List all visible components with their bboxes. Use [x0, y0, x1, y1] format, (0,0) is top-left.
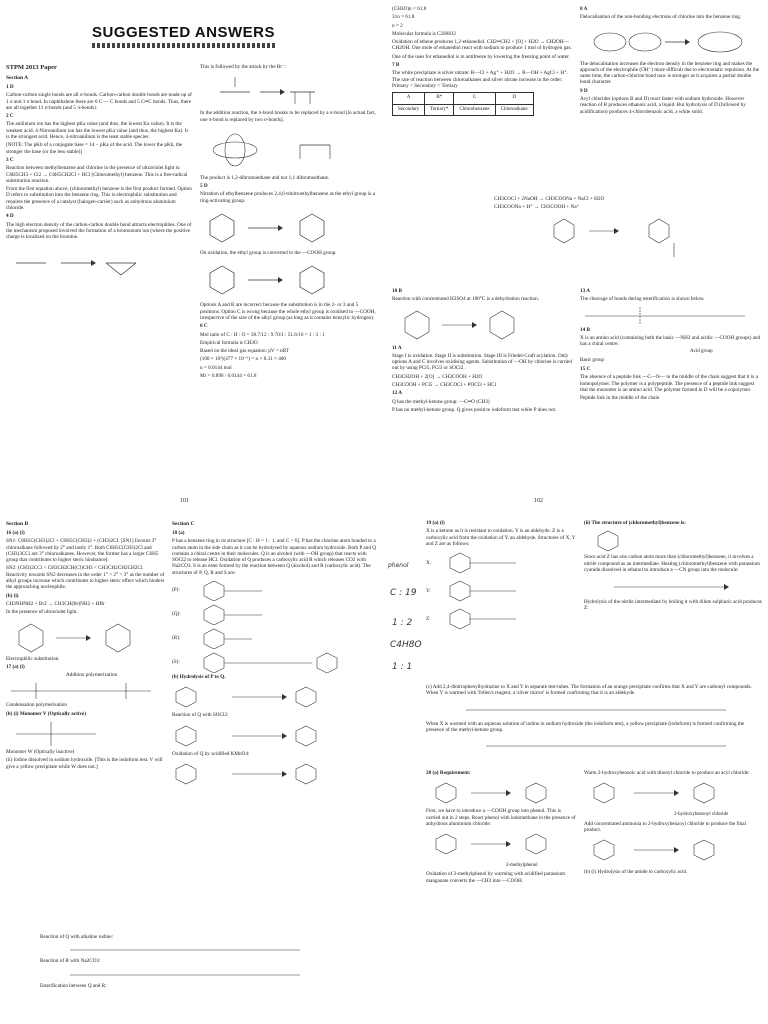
calc-line-1: (100 × 10³)(477 × 10⁻⁶) = n × 8.31 × 400 — [200, 356, 286, 363]
bromination-diagram — [6, 618, 156, 656]
table-cell: Secondary — [393, 104, 425, 115]
q8-text: Delocalisation of the non-bonding electrons of chlorine into the benzene ring. — [580, 14, 742, 21]
structure-z — [426, 605, 576, 633]
chloride-table — [392, 92, 534, 116]
carbonate-reaction-diagram — [40, 967, 320, 983]
q18b-label: (b) Hydrolysis of P to Q. — [172, 674, 226, 681]
banner-underline — [92, 43, 275, 48]
structure-label: (P): — [172, 586, 180, 593]
oxidation-diagram — [200, 258, 370, 302]
q18-label: 18 (a) — [172, 530, 185, 536]
addition-polymerization-label: Addition polymerization — [66, 672, 118, 679]
q8-text2: The delocalisation increases the electron density in the benzene ring and makes the approach of the electrophile (OH⁻) more difficult due to electrostatic repulsion. At the same time, the carbon-chlorine bond now is stronger as it acquires a partial double bond character. — [580, 60, 760, 86]
condensation-label: Condensation polymerisation — [6, 702, 67, 709]
kmno4-diagram — [172, 759, 372, 789]
column-left-104 — [426, 520, 576, 633]
ideal-gas: Based on the ideal gas equation: pV = nRT — [200, 348, 289, 355]
formula-line-2: 31n = 61.8 — [392, 14, 415, 21]
reaction-r-carbonate: Reaction of R with Na2CO3: — [40, 958, 101, 965]
q6-text: Oxidation of ethene produces 1,2-ethanediol. CH2═CH2 + [O] + H2O → CH2OH—CH2OH. One mole of ethanediol react with sodium to produce 1 mol of hydrogen gas. — [392, 39, 572, 52]
methylation-diagram — [426, 829, 566, 863]
q19-text: X is a ketone as it is resistant to oxidation. Y is an aldehyde. Z is a carboxylic acid from the oxidation of Y, an aldehyde. Structures of X, Y and Z are as follows: — [426, 528, 576, 547]
column-right-101 — [200, 64, 378, 381]
q19-ii-text2: Hydrolysis of the nitrile intermediate by boiling it with dilute sulphuric acid produces Z: — [584, 599, 762, 612]
q8-label: 8 A — [580, 6, 588, 12]
empirical-formula: Empirical formula is CH3O — [200, 339, 258, 346]
electrophilic-text: Electrophilic substitution. — [6, 655, 60, 662]
q1-text: Carbon-carbon single bonds are all σ-bonds. Carbon-carbon double bonds are made up of 1 σ and 1 π bond. In naphthalene there are 6 C — C bonds and 5 C═C bonds. Thus, there are all together 11 σ-bonds (and 5 π-bonds). — [6, 92, 192, 111]
q2-note: [NOTE: The pKb of a conjugate base = 14 − pKa of the acid. The lower the pKb, the stronger the base (or the less stable)] — [6, 142, 183, 155]
q4-label: 4 D — [6, 213, 14, 220]
product-text: The product is 1,2-dibromoethane and not 1,1-dibromoethane. — [200, 174, 330, 181]
dehydration-diagram — [392, 305, 562, 345]
structure-y — [426, 577, 576, 605]
table-cell: Tertiary* — [425, 104, 454, 115]
pi-bond-diagram — [200, 125, 350, 175]
handwritten-note: phenol — [388, 562, 409, 569]
options-text: Options A and B are incorrect because the substitution is in the 2- or 3 and 5 positions. Option C is wrong because the whole ethyl group is oxidised to —COOH, irrespective of the size of the alkyl group (as long as it contains benzylic hydrogen). — [200, 302, 376, 321]
column-left-102-bottom — [392, 288, 572, 415]
q10-text: Reaction with concentrated H2SO4 at 180°C is a dehydration reaction. — [392, 296, 539, 303]
q1-label: 1 D — [6, 84, 14, 90]
table-row — [393, 104, 534, 115]
delocalisation-diagram — [580, 23, 750, 61]
page-102 — [384, 0, 768, 512]
column-left-102 — [392, 6, 572, 119]
socl2-reaction-label: Reaction of Q with SOCl2: — [172, 712, 229, 719]
handwritten-note: C : 19 — [390, 588, 417, 598]
q18-text: P has a benzene ring in its structure [C : H = 1 : 1, and C > 6]. P has the chlorine atom bonded to a carbon atom in the side chain as it can be hydrolysed by aqueous sodium hydroxide. Both P and Q contains a chiral centre in their molecules. Q is an alcohol (with —OH group) that reacts with SOCl2 to release HCl. Oxidation of Q produces a carboxylic acid R which releases CO2 with Na2CO3. S is an ester formed by the reaction between Q (alcohol) and R (carboxylic acid). The structures of P, Q, R and S are: — [172, 538, 376, 576]
structure-z-diagram — [446, 606, 546, 632]
kmno4-oxidation-label: Oxidation of Q by acidified KMnO4: — [172, 750, 250, 757]
page-banner — [92, 24, 275, 48]
q20-right-text: Warm 2-hydroxybenzoic acid with thionyl chloride to produce an acyl chloride: — [584, 770, 750, 776]
q6-label: 6 C — [200, 323, 208, 330]
monomer-w-label: Monomer W (Optically inactive) — [6, 749, 75, 756]
bromonium-diagram — [6, 243, 156, 283]
tollens-diagram — [426, 699, 756, 721]
calc-line-2: n = 0.0144 mol — [200, 364, 232, 371]
q3-text2: From the first equation above, (chloromethyl) benzene is the first product formed. Option D refers to substitution into the benzene ring. This is electrophilic substitution and requires the presence of a catalyst (halogen-carrier) such as anhydrous aluminium chloride. — [6, 186, 192, 212]
table-head-cell: A — [393, 93, 425, 104]
q5-text: Nitration of ethylbenzene produces 2,4,6-trinitroethylbenzene as the ethyl group is a ring-activating group. — [200, 191, 375, 204]
q16-text2: SN2: (CH3)2CCl < CH3CH2CH(Cl)CH3 < CH3CH2CH2CH2Cl. Reactivity towards SN2 decreases in the order 1° > 2° > 3° as the number of alkyl groups increase which contributes to higher steric effect which hinders the approaching nucleophile. — [6, 565, 165, 591]
q16b-label: (b) (i) — [6, 592, 19, 599]
structure-y-diagram — [446, 578, 546, 604]
table-head-cell: D — [495, 93, 533, 104]
q7-text: The white precipitate is silver nitrate: R—Cl + Ag⁺ + H2O → R—OH + AgCl + H⁺. The rate of reaction between chloroalkanes and silver nitrate increase in the order: Primary < Secondary < Tertiary — [392, 70, 569, 89]
structure-q — [172, 602, 378, 626]
hydrolysis-diagram — [172, 682, 372, 712]
structure-label: X: — [426, 560, 432, 567]
structure-label: (R): — [172, 634, 181, 641]
q2-text: The anilinium ion has the highest pKa value (and thus, the lowest Ka value). It is the weakest acid. 4-Nitroanilium ion has the lowest pKa value (and thus, the highest Ka). It is the strongest acid. Hence, 4-nitroanilium is the least stable species. — [6, 121, 188, 141]
iodine-reaction-diagram — [40, 942, 320, 958]
nitrile-diagram — [584, 575, 754, 599]
structure-label: (S): — [172, 658, 180, 665]
q11-text: Stage I is oxidation. Stage II is substitution. Stage III is Friedel-Craft acylation. Only options A and C involves oxidising agents. Substitution of —OH by chlorine is carried out by using PCl5, PCl3 or SOCl2. — [392, 352, 572, 372]
q3-text: Reaction between methylbenzene and chlorine in the presence of ultraviolet light is: C6H5CH3 + Cl2 → C6H5CH2Cl + HCl (Chloromethyl) benzene. This is a free-radical substitution reaction. — [6, 165, 188, 184]
section-b-heading: Section B — [6, 521, 29, 527]
table-cell: Chlorobenzene — [454, 104, 495, 115]
q16-text: SN1: C6H5C(CH3)2Cl + C6H5C(CH3)2 + (CH3)2CI. [SN1] favours 3° chloroalkane followed by 2° and lastly 1°. Both C6H5C(CH3)2Cl and (CH3)3CCl are 3° chloroalkanes. However, the former has a larger C6H5 group that contributes to higher steric hindrance]. — [6, 538, 159, 564]
q19-ii-text: Since acid Z has one carbon atom more than (chloromethyl)benzene, it involves a nitrile compound as an intermediate. Heating (chloromethyl)benzene with potassium cyanide dissolved in ethanol to introduce a —CN group into the molecule: — [584, 554, 760, 573]
q11-label: 11 A — [392, 344, 402, 351]
q16b-text: In the presence of ultraviolet light. — [6, 609, 78, 616]
structure-x-diagram — [446, 550, 546, 576]
q19-c-section — [426, 684, 762, 757]
amide-diagram — [584, 835, 754, 869]
q9-text: Acyl chlorides (options B and D) react faster with sodium hydroxide. However reaction of B produces ethanoic acid, a liquid. But hydrolysis of D (followed by acidification) produces 4-chlorobenzoic acid, a white solid. — [580, 96, 746, 115]
label-hydroxybenzoyl-chloride: 2-hydroxybenzoyl chloride — [674, 812, 729, 818]
q20-right-text2: Add concentrated ammonia to 2-hydroxybenzoyl chloride to produce the final product. — [584, 820, 747, 833]
q3-label: 3 C — [6, 156, 14, 163]
handwritten-note: 1 : 2 — [392, 618, 413, 628]
q7-label: 7 B — [392, 62, 400, 69]
handwritten-note: 1 : 1 — [392, 662, 413, 672]
addition-text: In the addition reaction, the π-bond breaks to be replaced by a σ-bond [in actual fact, one π-bond is replaced by two σ-bonds]. — [200, 110, 376, 123]
column-right-102-bottom — [580, 288, 762, 404]
q20-right — [584, 770, 762, 877]
q17-ii-text: (ii) Iodine dissolved in sodium hydroxide. [This is the iodoform test. V will give a yellow precipitate while W does not.] — [6, 757, 163, 770]
handwritten-note: C4H8O — [390, 640, 422, 650]
q18-reactions-bottom — [40, 934, 340, 991]
q15-text2: Peptide link in the middle of the chain — [580, 395, 660, 402]
table-header-row — [393, 93, 534, 104]
structure-x — [426, 549, 576, 577]
q14-text: X is an amino acid (containing both the basic —NH2 and acidic —COOH groups) and has a chiral centre. — [580, 334, 761, 348]
q6-text2: One of the uses for ethanediol is in antifreeze by lowering the freezing point of water. — [392, 53, 570, 60]
formula-line-3: n = 2 — [392, 22, 403, 29]
formula-line-4: Molecular formula is C2H6O2 — [392, 30, 456, 37]
chloromethylbenzene-diagram — [584, 528, 644, 554]
structure-s-diagram — [202, 651, 352, 673]
q19-c-text: (c) Add 2,4-dinitrophenylhydrazine to X and Y in separate test-tubes. The formation of an orange precipitate confirms that X and Y are carbonyl compounds. When Y is warmed with Tollen's reagent, a 'silver mirror' is formed confirming that it is an aldehyde. — [426, 684, 752, 697]
q9-equations — [494, 196, 764, 263]
oxidation-text: On oxidation, the ethyl group is converted to the —COOH group. — [200, 250, 337, 257]
section-a-heading: Section A — [6, 75, 29, 81]
q4-text: The high electron density of the carbon-carbon double bond attracts electrophiles. One of the mechanism proposed involved the formation of a bromonium ion (where the positive charge is localized on the bromine. — [6, 221, 192, 241]
structure-r — [172, 626, 378, 650]
structure-s — [172, 650, 378, 674]
esterification-diagram — [580, 305, 750, 327]
page-number-102: 102 — [534, 498, 543, 504]
structure-r-diagram — [202, 627, 292, 649]
q15-text: The absence of a peptide link —C—N— in the middle of the chain suggest that it is a homopolymer. The polymer is a polypeptide. The presence of a peptide link suggest that the monomer is an amino acid. The polymer formed in D will be a copolymer. — [580, 374, 758, 393]
structure-q-diagram — [202, 603, 292, 625]
q14-label: 14 B — [580, 326, 590, 333]
basic-group-label: Basic group — [580, 357, 605, 363]
q9-equation-1: CH3COCl + 2NaOH → CH3COONa + NaCl + H2O — [494, 196, 605, 202]
structure-label: Z: — [426, 616, 431, 623]
q15-label: 15 C — [580, 366, 591, 373]
q10-label: 10 B — [392, 288, 402, 294]
acyl-chloride-diagram — [584, 778, 754, 812]
q19-label: 19 (a) (i) — [426, 520, 445, 526]
q11-equation-1: CH3CH2OH + 2[O] → CH3COOH + H2O — [392, 373, 483, 380]
q16b-equation: CH3NHNH2 + Br2 → CH3CH(Br)NH2 + HBr — [6, 600, 105, 607]
requirement-diagram — [426, 778, 566, 808]
banner-title: SUGGESTED ANSWERS — [92, 24, 275, 41]
iodoform-diagram — [426, 735, 756, 757]
q13-text: The cleavage of bonds during esterification is shown below. — [580, 296, 705, 303]
nitration-diagram — [200, 206, 370, 250]
reaction-q-iodine: Reaction of Q with alkaline iodine: — [40, 934, 114, 940]
structure-p — [172, 578, 378, 602]
q12-text2: P has no methyl-ketone group. Q gives positive iodoform test while P does not. — [392, 406, 557, 413]
q9-label: 9 D — [580, 87, 588, 94]
q20-hydrolysis-text: (b) (i) Hydrolysis of the amide to carboxylic acid. — [584, 869, 688, 876]
column-right-102-top — [580, 6, 762, 117]
polymer-chain-diagram — [6, 680, 156, 702]
q17b-label: (b) (i) Monomer V (Optically active) — [6, 710, 86, 717]
esterification-label: Esterification between Q and R: — [40, 982, 107, 989]
q12-text: Q has the methyl-ketone group: —C═O (CH3) — [392, 398, 490, 405]
paper-title: STPM 2013 Paper — [6, 64, 57, 71]
q20-text: First, we have to introduce a —COOH group into phenol. This is carried out in 2 steps. React phenol with iodomethane in the presence of anhydrous aluminium chloride: — [426, 808, 576, 827]
q2-label: 2 C — [6, 113, 14, 120]
acid-group-label: Acid group — [690, 349, 713, 355]
q17-label: 17 (a) (i) — [6, 663, 25, 670]
socl2-diagram — [172, 721, 372, 751]
q20-label: 20 (a) Requirement: — [426, 770, 471, 776]
mol-ratio: Mol ratio of C : H : O = 38.7/12 : 9.70/1 : 51.6/16 = 1 : 3 : 1 — [200, 331, 325, 338]
page-103 — [0, 512, 384, 1024]
section-c-heading: Section C — [172, 521, 195, 527]
page-104 — [384, 512, 768, 1024]
q20-text2: Oxidation of 2-methylphenol by warming with acidified potassium manganate converts the —CH3 into —COOH. — [426, 871, 566, 884]
formula-line-1: (CH3O)n = 61.8 — [392, 6, 427, 12]
label-2-methylphenol: 2-methylphenol — [506, 863, 538, 869]
q20-left — [426, 770, 576, 886]
q9-equation-2: CH3COONa + H⁺ → CH3COOH + Na⁺ — [494, 204, 580, 211]
q12-label: 12 A — [392, 390, 402, 397]
q16-label: 16 (a) (i) — [6, 530, 25, 536]
structure-p-diagram — [202, 579, 292, 601]
q13-label: 13 A — [580, 288, 590, 294]
page-number-101: 101 — [180, 498, 189, 504]
br-attack-diagram — [200, 72, 320, 110]
q19-ii-label: (ii) The structure of (chloromethyl)benzene is: — [584, 520, 686, 526]
table-head-cell: C — [454, 93, 495, 104]
structure-label: (Q): — [172, 610, 181, 617]
q5-label: 5 D — [200, 183, 208, 190]
calc-line-3: Mr = 0.890 / 0.0144 = 61.8 — [200, 373, 257, 380]
column-left-103 — [6, 520, 166, 772]
attack-text: This is followed by the attack by the Br⁻: — [200, 64, 287, 70]
structure-label: Y: — [426, 588, 431, 595]
monomer-v-diagram — [6, 719, 106, 749]
column-right-103 — [172, 520, 378, 789]
table-cell: Chloroalkane — [495, 104, 533, 115]
q19-c-text2: When X is warmed with an aqueous solution of iodine in sodium hydroxide (the iodoform test), a yellow precipitate (iodoform) is formed confirming the presence of the methyl-ketone group. — [426, 720, 745, 733]
q9-scheme — [494, 213, 754, 263]
column-left-101 — [6, 64, 192, 283]
page-101 — [0, 0, 384, 512]
column-right-104 — [584, 520, 762, 614]
q11-equation-2: CH3COOH + PCl5 → CH3COCl + POCl3 + HCl — [392, 382, 496, 389]
table-head-cell: B* — [425, 93, 454, 104]
